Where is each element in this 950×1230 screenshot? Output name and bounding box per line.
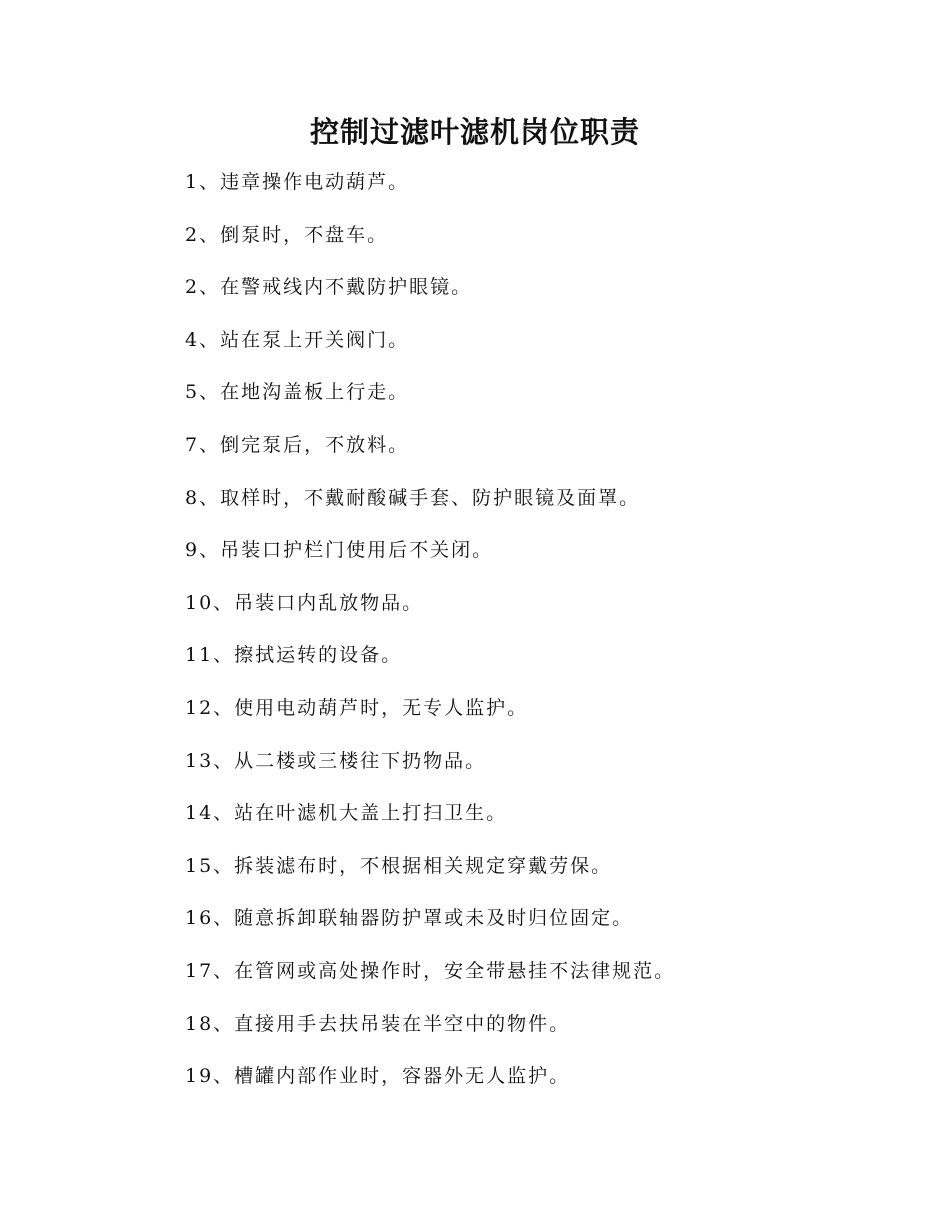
list-item: 14、站在叶滤机大盖上打扫卫生。 — [185, 802, 508, 825]
list-item: 9、吊装口护栏门使用后不关闭。 — [185, 539, 494, 562]
list-item: 7、倒完泵后，不放料。 — [185, 433, 410, 456]
list-item: 16、随意拆卸联轴器防护罩或未及时归位固定。 — [185, 907, 634, 930]
list-item: 8、取样时，不戴耐酸碱手套、防护眼镜及面罩。 — [185, 486, 641, 509]
duty-list — [185, 166, 885, 1113]
list-item: 18、直接用手去扶吊装在半空中的物件。 — [185, 1012, 571, 1035]
list-item: 5、在地沟盖板上行走。 — [185, 381, 410, 404]
document-title: 控制过滤叶滤机岗位职责 — [309, 115, 640, 149]
list-item: 2、倒泵时，不盘车。 — [185, 223, 389, 246]
list-item: 19、槽罐内部作业时，容器外无人监护。 — [185, 1065, 571, 1088]
list-item: 17、在管网或高处操作时，安全带悬挂不法律规范。 — [185, 959, 676, 982]
list-item: 12、使用电动葫芦时，无专人监护。 — [185, 696, 529, 719]
list-item: 13、从二楼或三楼往下扔物品。 — [185, 749, 487, 772]
list-item: 10、吊装口内乱放物品。 — [185, 591, 424, 614]
list-item: 1、违章操作电动葫芦。 — [185, 171, 410, 193]
list-item: 11、擦拭运转的设备。 — [185, 644, 403, 667]
list-item: 2、在警戒线内不戴防护眼镜。 — [185, 276, 473, 299]
list-item: 15、拆装滤布时，不根据相关规定穿戴劳保。 — [185, 854, 613, 877]
list-item: 4、站在泵上开关阀门。 — [185, 328, 410, 351]
